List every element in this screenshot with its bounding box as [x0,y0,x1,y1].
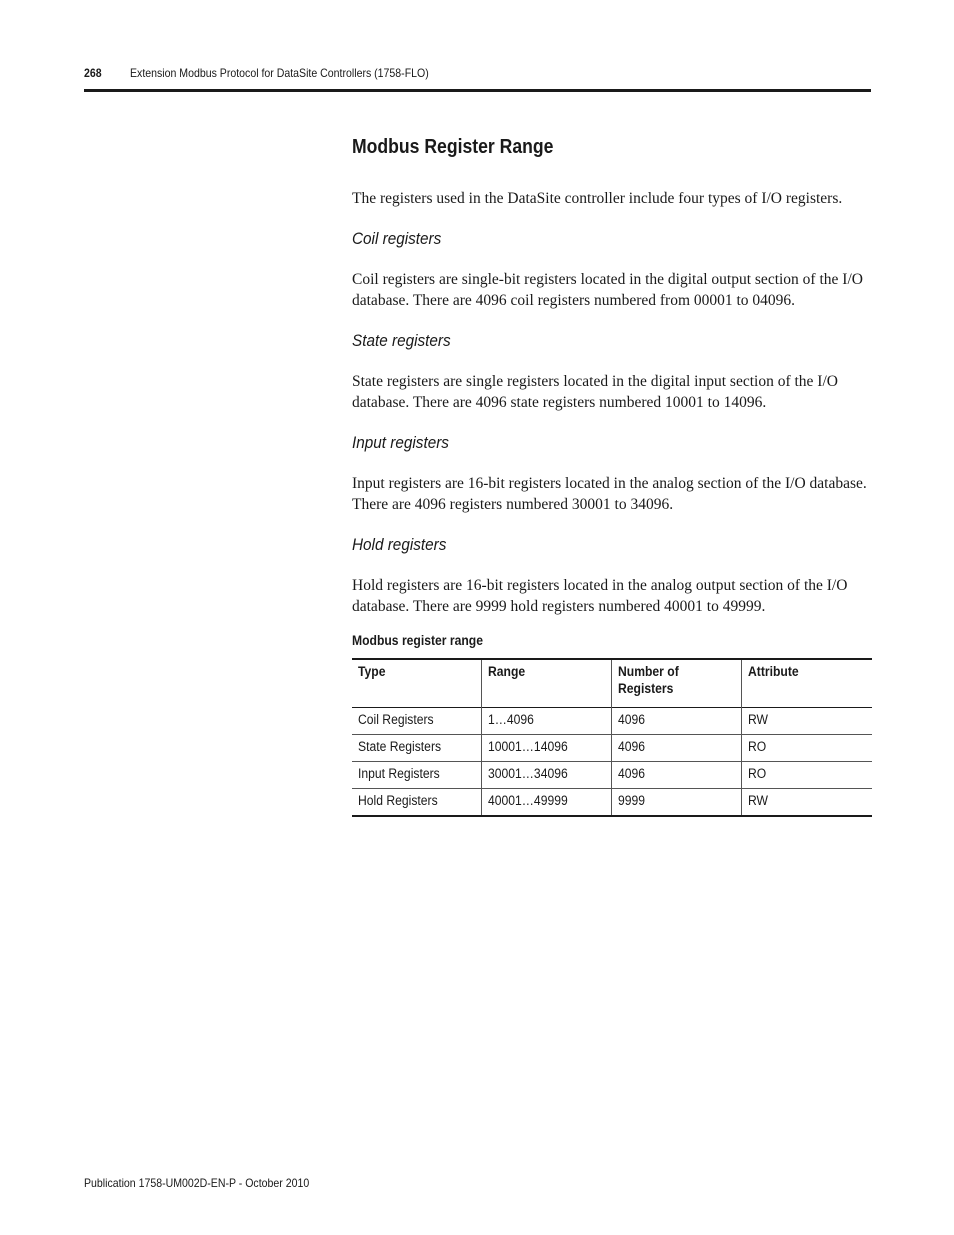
subheading-hold-registers: Hold registers [352,535,447,554]
cell-range: 40001…49999 [482,789,612,817]
register-range-table [352,658,872,817]
column-header-number: Number of Registers [612,659,742,708]
cell-attribute: RO [742,735,873,762]
column-header-type: Type [358,664,386,679]
table-row [352,762,872,789]
cell-number: 4096 [612,762,742,789]
cell-type: Hold Registers [358,793,438,808]
subheading-input-registers: Input registers [352,433,449,452]
section-title: Modbus Register Range [352,136,554,158]
table-row [352,708,872,735]
cell-range: 10001…14096 [482,735,612,762]
subheading-state-registers: State registers [352,331,451,350]
cell-attribute: RO [742,762,873,789]
cell-type: State Registers [358,739,442,754]
column-header-attribute: Attribute [742,659,873,708]
cell-range: 30001…34096 [482,762,612,789]
header-rule [84,89,871,92]
cell-attribute: RW [742,708,873,735]
table-row [352,789,872,817]
running-title: Extension Modbus Protocol for DataSite Controllers (1758-FLO) [130,66,429,80]
cell-type: Coil Registers [358,712,434,727]
cell-number: 4096 [612,708,742,735]
paragraph-hold-registers: Hold registers are 16-bit registers located in the analog output section of the I/O database. There are 9999 hold registers numbered 40001 to 49999. [352,577,848,615]
subheading-coil-registers: Coil registers [352,229,442,248]
paragraph-state-registers: State registers are single registers located in the digital input section of the I/O database. There are 4096 state registers numbered 10001 to 14096. [352,373,838,411]
paragraph-coil-registers: Coil registers are single-bit registers located in the digital output section of the I/O database. There are 4096 coil registers numbered from 00001 to 04096. [352,271,863,309]
cell-attribute: RW [742,789,873,817]
main-content [352,134,872,817]
table-header-row [352,659,872,708]
table-row [352,735,872,762]
cell-number: 9999 [612,789,742,817]
paragraph-input-registers: Input registers are 16-bit registers located in the analog section of the I/O database. There are 4096 registers numbered 30001 to 34096. [352,475,867,513]
page-number: 268 [84,66,102,80]
cell-type: Input Registers [358,766,440,781]
page-header [84,64,870,90]
page-footer: Publication 1758-UM002D-EN-P - October 2010 [84,1176,310,1190]
table-caption: Modbus register range [352,633,483,648]
intro-paragraph: The registers used in the DataSite controller include four types of I/O registers. [352,190,843,207]
column-header-range: Range [482,659,612,708]
cell-number: 4096 [612,735,742,762]
cell-range: 1…4096 [482,708,612,735]
